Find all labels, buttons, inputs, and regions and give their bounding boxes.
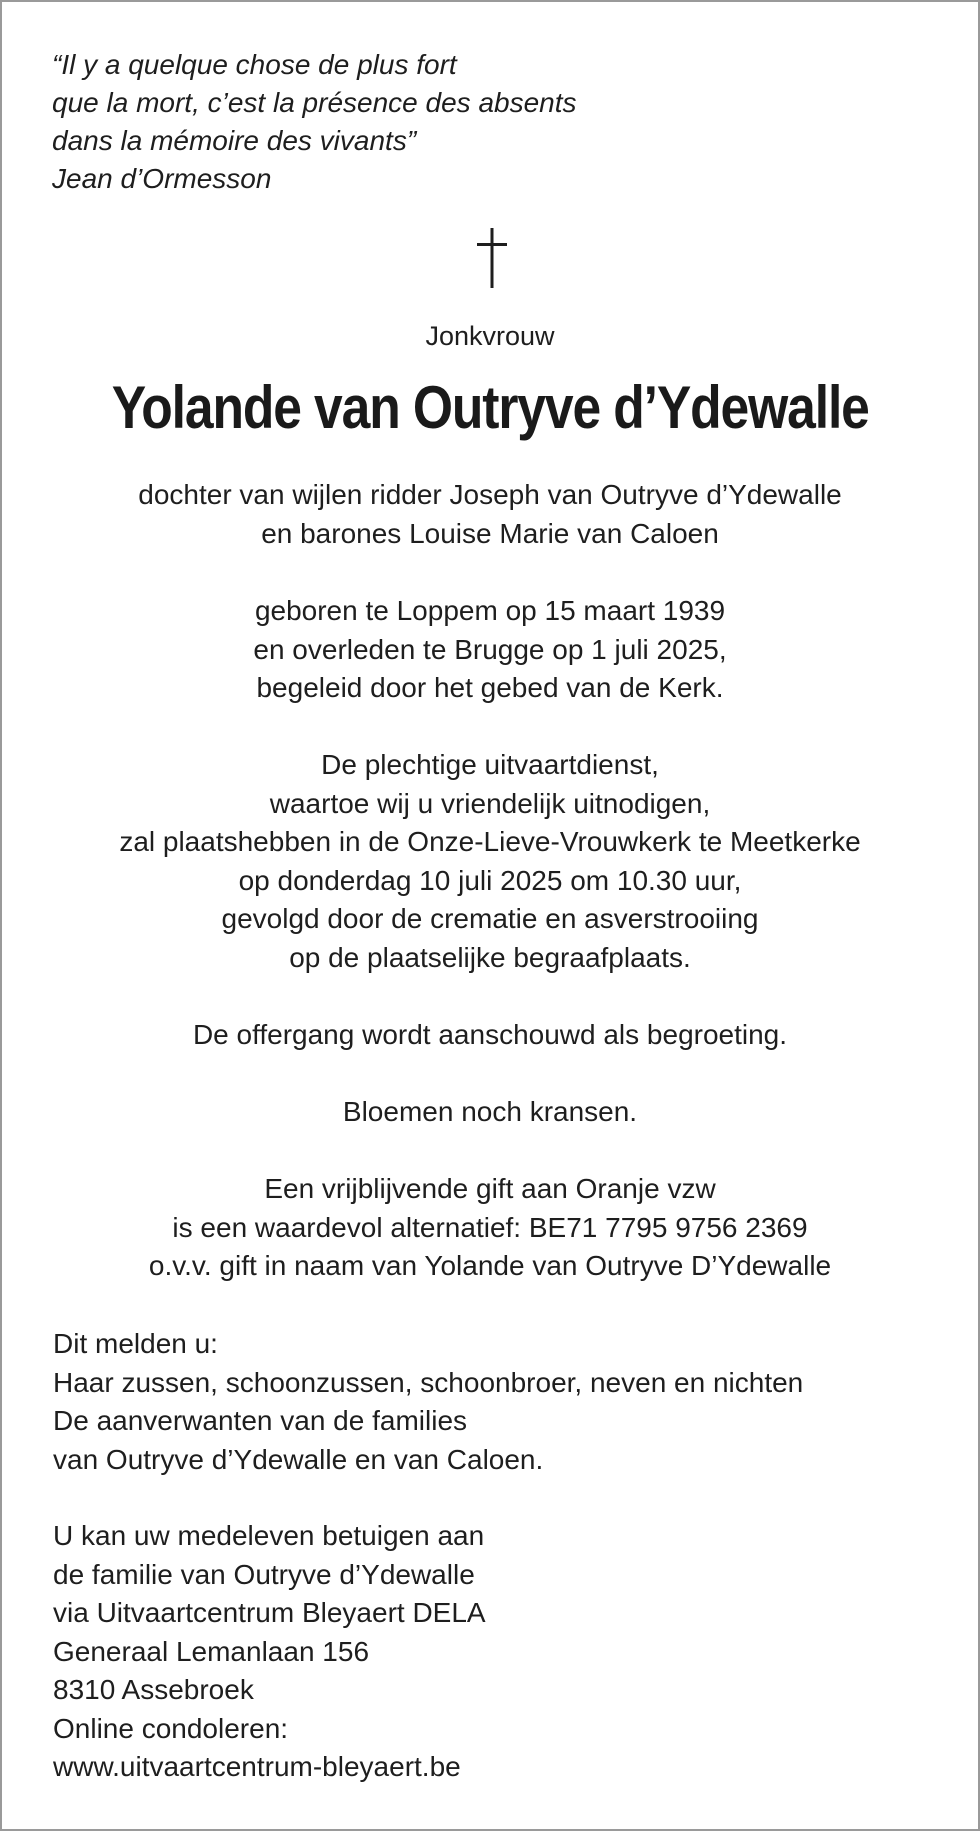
condolence-website: www.uitvaartcentrum-bleyaert.be [53, 1751, 461, 1782]
quote-author: Jean d’Ormesson [52, 163, 272, 194]
church-line: begeleid door het gebed van de Kerk. [256, 672, 724, 703]
quote-line: que la mort, c’est la présence des absents [52, 87, 577, 118]
announce-line: Haar zussen, schoonzussen, schoonbroer, neven en nichten [53, 1366, 804, 1398]
condolence-line: U kan uw medeleven betuigen aan [53, 1520, 485, 1551]
gift-line: o.v.v. gift in naam van Yolande van Outryve D’Ydewalle [148, 1250, 832, 1281]
address-city: 8310 Assebroek [53, 1674, 254, 1705]
condolence-block [53, 1517, 486, 1787]
service-line: op de plaatselijke begraafplaats. [289, 941, 691, 973]
announce-line: Dit melden u: [53, 1328, 218, 1359]
cross-icon [472, 228, 512, 288]
service-line: De plechtige uitvaartdienst, [321, 749, 659, 780]
address-street: Generaal Lemanlaan 156 [53, 1635, 370, 1667]
service-line: waartoe wij u vriendelijk uitnodigen, [269, 787, 711, 819]
death-line: en overleden te Brugge op 1 juli 2025, [253, 633, 727, 665]
quote-block [52, 46, 577, 198]
parents-block [2, 476, 978, 553]
offering-note: De offergang wordt aanschouwd als begroeting. [192, 1019, 788, 1050]
announce-line: van Outryve d’Ydewalle en van Caloen. [53, 1443, 544, 1475]
gift-line: is een waardevol alternatief: BE71 7795 9756 2369 [172, 1211, 808, 1243]
birth-death-block [2, 592, 978, 708]
service-line: gevolgd door de crematie en asverstrooiing [221, 903, 759, 934]
flowers-note: Bloemen noch kransen. [342, 1096, 638, 1127]
quote-line: “Il y a quelque chose de plus fort [52, 49, 457, 80]
condolence-line: de familie van Outryve d’Ydewalle [53, 1558, 475, 1590]
birth-line: geboren te Loppem op 15 maart 1939 [254, 595, 726, 626]
condolence-line: via Uitvaartcentrum Bleyaert DELA [53, 1597, 486, 1628]
parents-line: dochter van wijlen ridder Joseph van Outryve d’Ydewalle [138, 479, 842, 510]
parents-line: en barones Louise Marie van Caloen [261, 517, 719, 549]
service-line: op donderdag 10 juli 2025 om 10.30 uur, [238, 864, 742, 896]
gift-line: Een vrijblijvende gift aan Oranje vzw [264, 1173, 716, 1204]
gift-block [2, 1170, 978, 1286]
deceased-name: Yolande van Outryve d’Ydewalle [111, 374, 869, 441]
announce-block [53, 1325, 803, 1479]
title-prefix: Jonkvrouw [425, 321, 555, 351]
online-condolence-label: Online condoleren: [53, 1712, 289, 1744]
announce-line: De aanverwanten van de families [53, 1405, 468, 1436]
service-line: zal plaatshebben in de Onze-Lieve-Vrouwkerk te Meetkerke [119, 826, 861, 857]
service-block [2, 746, 978, 977]
quote-line: dans la mémoire des vivants” [52, 125, 417, 156]
